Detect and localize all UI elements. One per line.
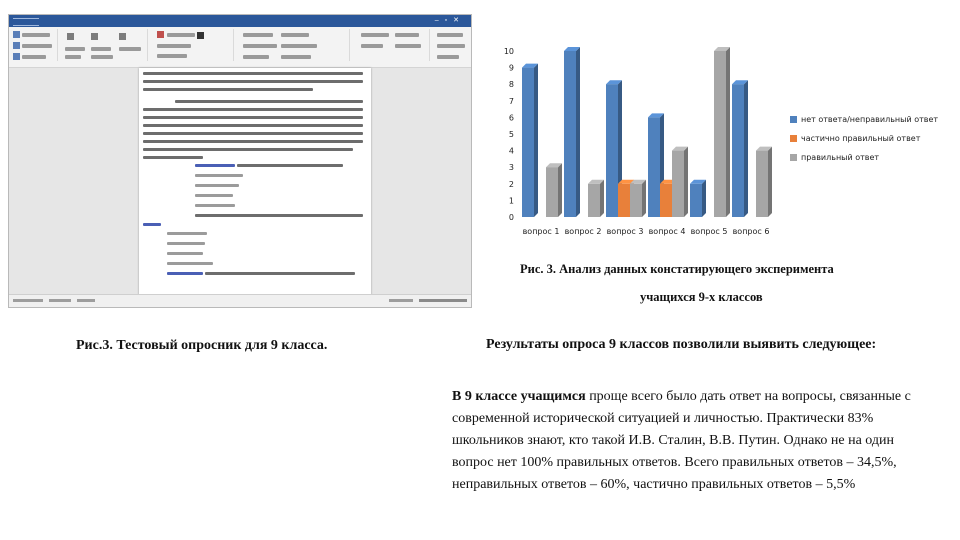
y-axis-ticks <box>504 47 514 222</box>
questionnaire-caption: Рис.3. Тестовый опросник для 9 класса. <box>76 338 328 353</box>
legend-label: нет ответа/неправильный ответ <box>801 115 939 124</box>
y-tick-label: 2 <box>508 179 514 189</box>
legend-label: частично правильный ответ <box>801 134 921 143</box>
results-title <box>452 334 932 356</box>
x-category-label: вопрос 2 <box>564 227 602 236</box>
y-tick-label: 8 <box>508 80 514 90</box>
legend-swatch <box>790 154 797 161</box>
bar <box>630 180 646 217</box>
bar <box>564 47 580 217</box>
y-tick-label: 3 <box>508 163 514 173</box>
chart-caption-line1: Рис. 3. Анализ данных констатирующего эксперимента <box>520 262 834 276</box>
y-tick-label: 10 <box>503 47 514 56</box>
y-tick-label: 1 <box>508 196 514 206</box>
ribbon-group-clipboard <box>9 29 58 61</box>
legend-label: правильный ответ <box>801 153 880 162</box>
ribbon-group-font <box>61 29 148 61</box>
x-category-label: вопрос 6 <box>732 227 770 236</box>
y-tick-label: 0 <box>508 213 514 222</box>
bar <box>690 180 706 217</box>
y-tick-label: 6 <box>508 113 514 123</box>
word-ribbon <box>9 27 471 68</box>
legend-swatch <box>790 135 797 142</box>
chart-caption-line2: учащихся 9-х классов <box>640 290 763 304</box>
ribbon-group-find <box>433 29 471 61</box>
window-controls: –▫✕ <box>434 17 465 24</box>
bar <box>714 47 730 217</box>
results-title-text: Результаты опроса 9 классов позволили выявить следующее: <box>486 337 877 352</box>
bar <box>522 64 538 217</box>
legend <box>790 115 938 162</box>
results-paragraph <box>452 386 932 496</box>
results-paragraph-lead: В 9 классе учащимся <box>452 389 586 404</box>
y-tick-label: 4 <box>508 146 514 156</box>
quick-access-toolbar <box>13 18 39 26</box>
document-page <box>139 68 371 295</box>
results-paragraph-body: проще всего было дать ответ на вопросы, связанные с современной исторической ситуацией и личностью. Практически 83% школьников знают, кто такой И.В. Сталин, В.В. Путин. Однако не на один вопрос нет 100% правильных ответов. Всего правильных ответов – 34,5%, неправильных ответов – 60%, частично правильных ответов – 5,5% <box>452 389 911 492</box>
x-category-label: вопрос 1 <box>522 227 560 236</box>
bar <box>546 163 562 217</box>
ribbon-group-editing <box>353 29 430 61</box>
y-tick-label: 5 <box>508 130 514 139</box>
y-tick-label: 7 <box>508 96 514 106</box>
x-category-label: вопрос 3 <box>606 227 644 236</box>
document-canvas <box>9 68 471 295</box>
word-document-screenshot <box>8 14 472 308</box>
bar-chart <box>490 40 950 250</box>
bar <box>732 80 748 217</box>
bar <box>588 180 604 217</box>
legend-swatch <box>790 116 797 123</box>
bar <box>672 147 688 217</box>
x-axis-categories <box>523 227 770 236</box>
bar <box>756 147 772 217</box>
word-status-bar <box>9 294 471 307</box>
ribbon-group-paragraph <box>151 29 234 61</box>
x-category-label: вопрос 4 <box>648 227 686 236</box>
y-tick-label: 9 <box>508 63 514 73</box>
x-category-label: вопрос 5 <box>690 227 728 236</box>
word-title-bar <box>9 15 471 27</box>
ribbon-group-styles <box>237 29 350 61</box>
bars <box>522 47 772 217</box>
